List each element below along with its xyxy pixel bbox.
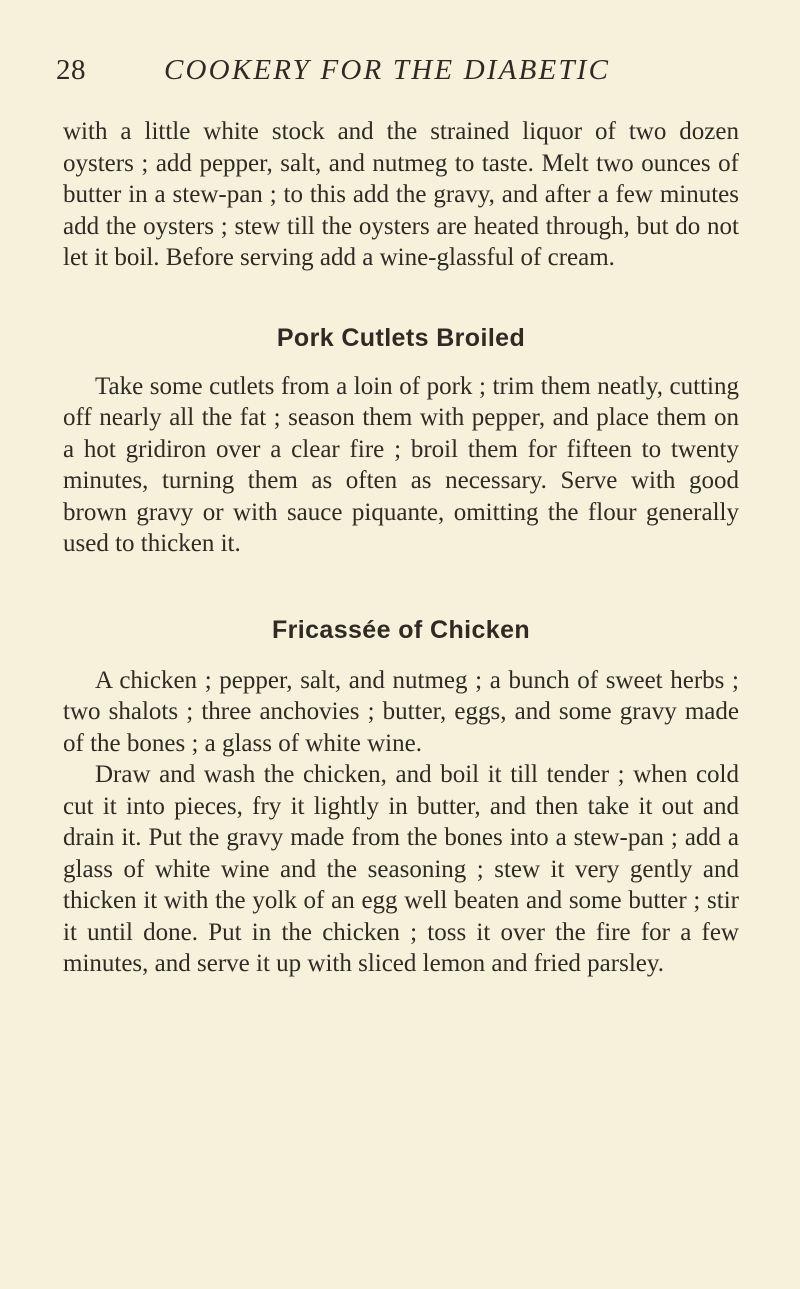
section-title-pork-cutlets: Pork Cutlets Broiled [276,323,526,352]
running-title: COOKERY FOR THE DIABETIC [164,54,611,86]
chicken-method-paragraph: Draw and wash the chicken, and boil it till tender ; when cold cut it into pieces, fry it lightly in butter, and then take it out and drain it. Put the gravy made from the bones into a stew-pan ; add a glass of white wine and the seasoning ; stew it very gently and thicken it with the yolk of an egg well beaten and some butter ; stir it until done. Put in the chicken ; toss it over the fire for a few minutes, and serve it up with sliced lemon and fried parsley. [63,761,739,977]
continued-recipe-paragraph: with a little white stock and the strained liquor of two dozen oysters ; add pepper, salt, and nutmeg to taste. Melt two ounces of butter in a stew-pan ; to this add the gravy, and after a few minutes add the oysters ; stew till the oysters are heated through, but do not let it boil. Before serving add a wine-glassful of cream. [63,118,739,271]
pork-cutlets-paragraph: Take some cutlets from a loin of pork ; trim them neatly, cutting off nearly all the fat ; season them with pepper, and place them on a hot gridiron over a clear fire ; broil them for fifteen to twenty minutes, turning them as often as necessary. Serve with good brown gravy or with sauce piquante, omitting the flour generally used to thicken it. [63,372,739,557]
section-title-fricassee-chicken: Fricassée of Chicken [271,615,531,644]
page-content [63,116,739,980]
running-header [56,50,756,90]
page-number: 28 [56,54,86,86]
chicken-ingredients-paragraph: A chicken ; pepper, salt, and nutmeg ; a bunch of sweet herbs ; two shalots ; three anchovies ; butter, eggs, and some gravy made of the bones ; a glass of white wine. [63,666,739,757]
